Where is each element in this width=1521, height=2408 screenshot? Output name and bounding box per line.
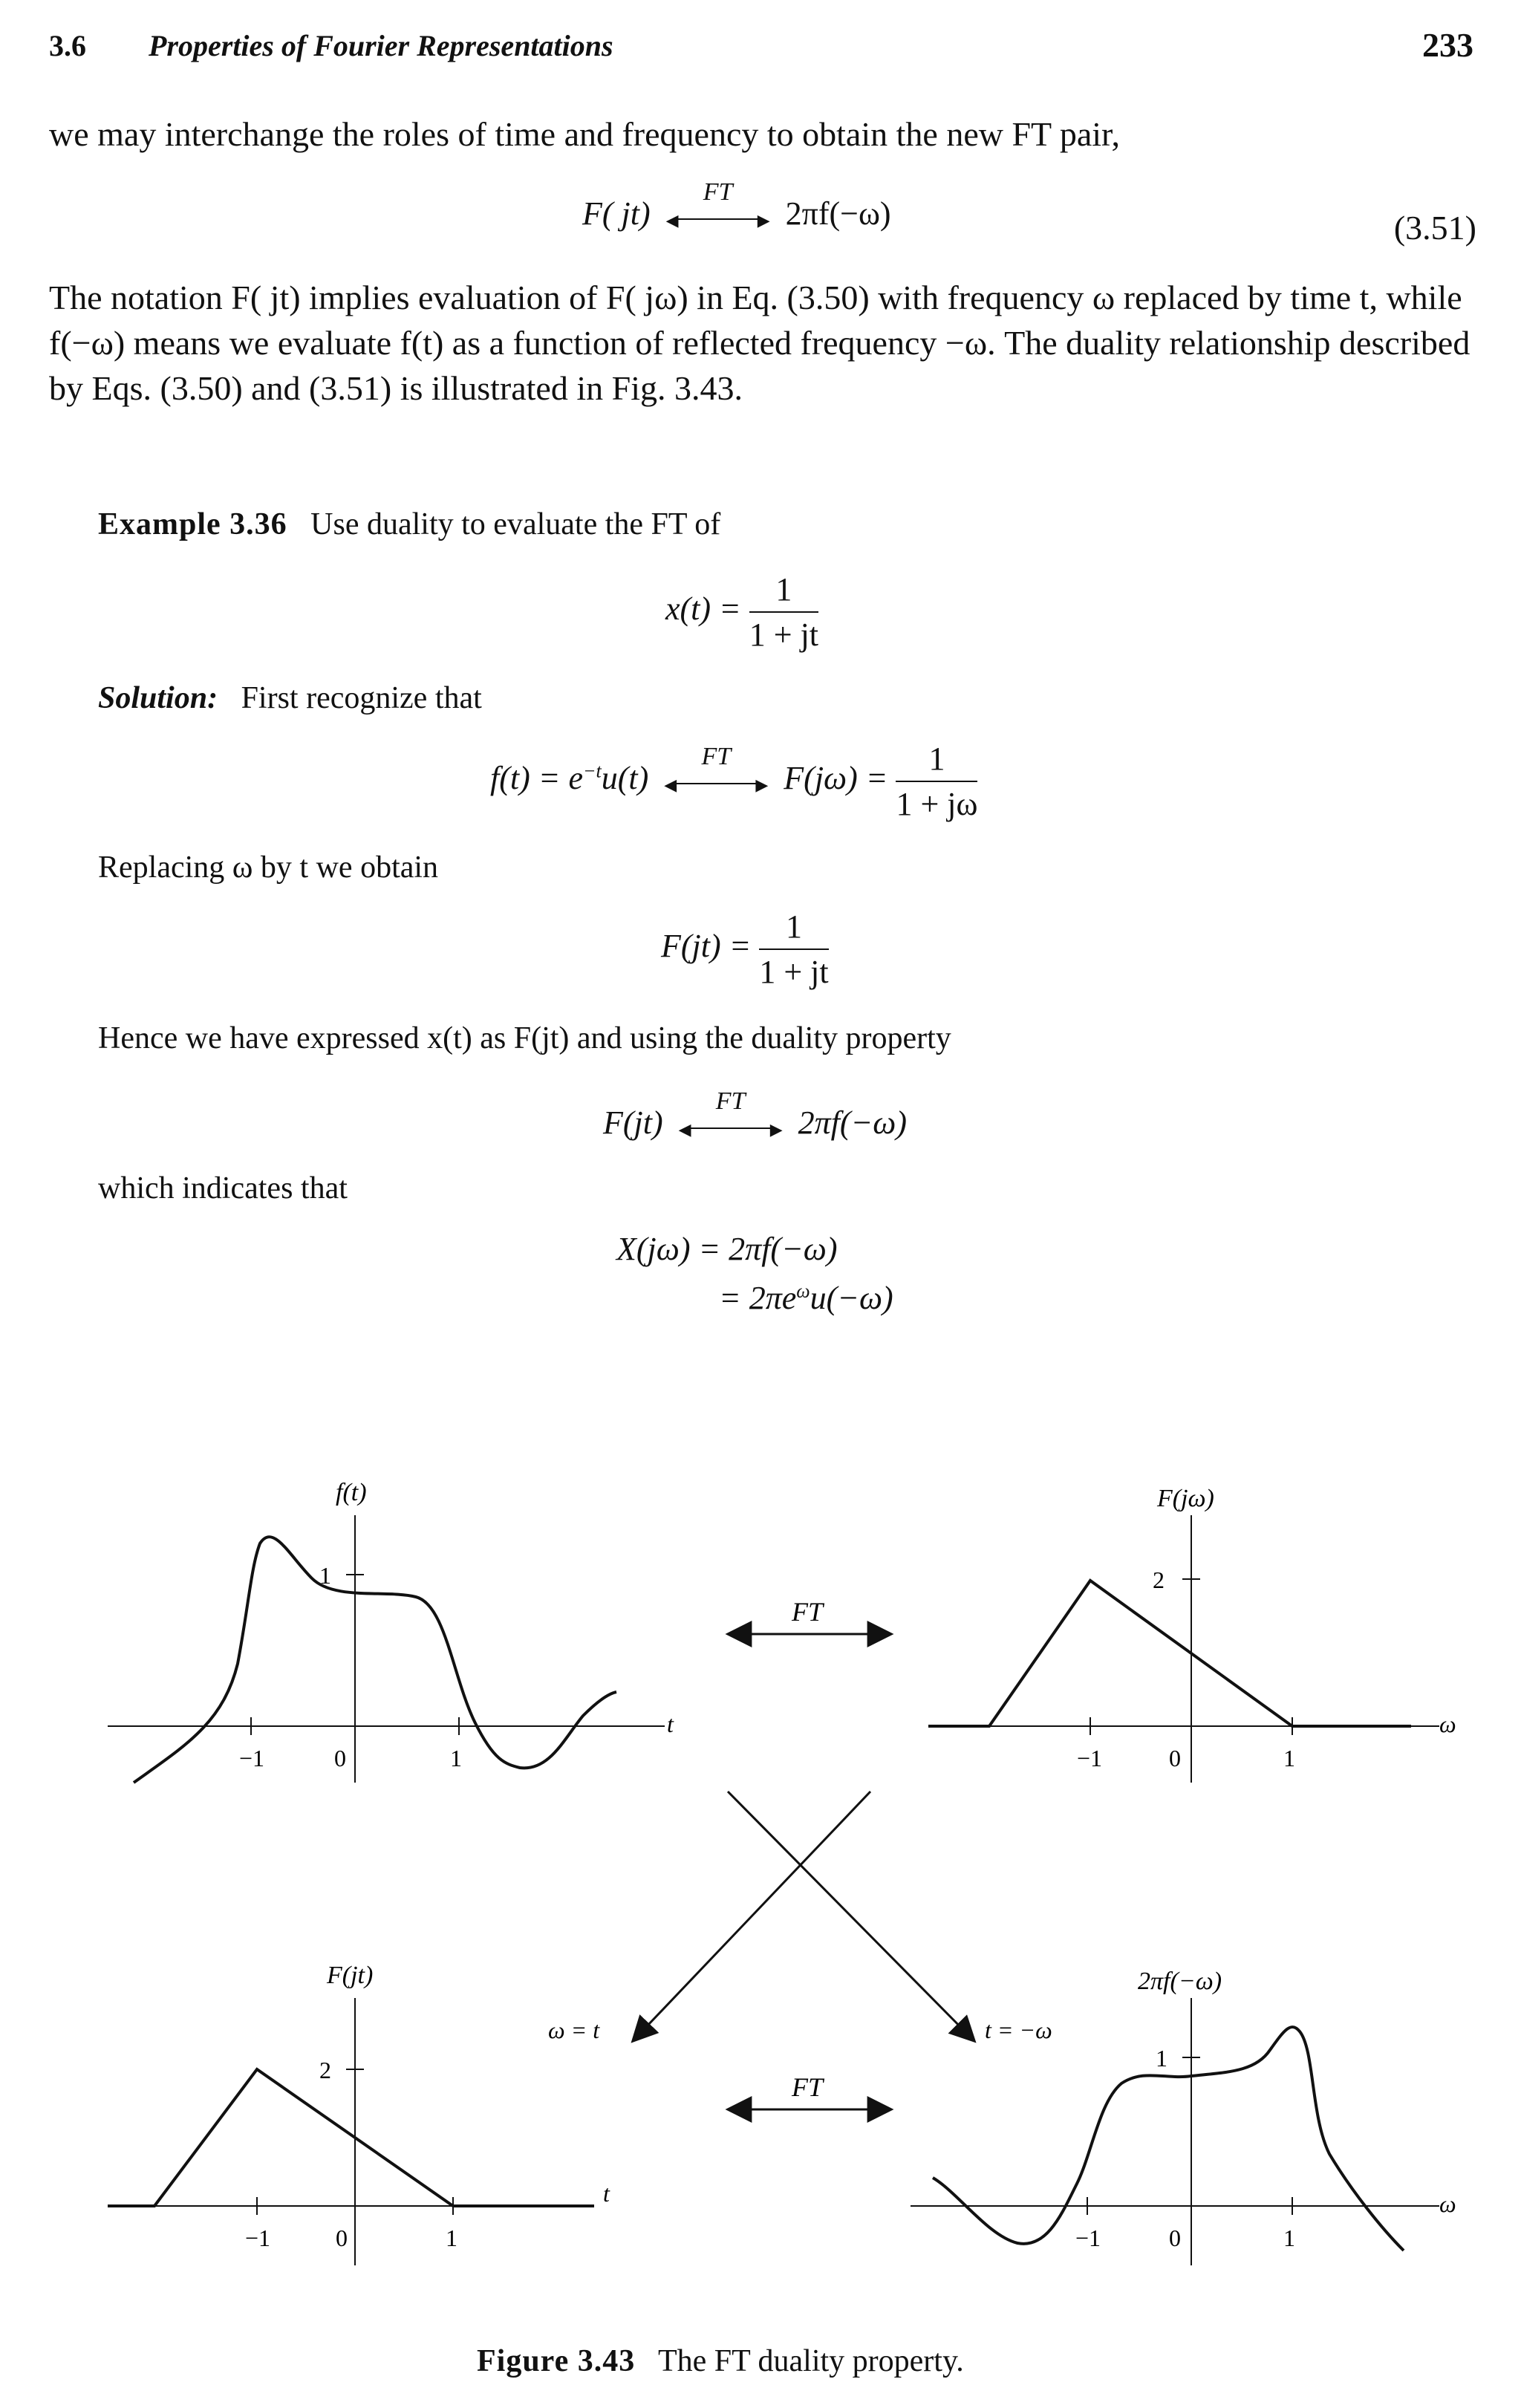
xtick-label: −1 — [1075, 2225, 1101, 2251]
t-equals-minus-omega-arrow — [728, 1792, 974, 2041]
caption-label: Figure 3.43 — [477, 2344, 636, 2378]
f-t-curve — [134, 1537, 616, 1783]
duality-cross-arrows — [548, 1792, 1052, 2043]
xtick-label: 1 — [446, 2225, 457, 2251]
xlabel: t — [603, 2180, 610, 2207]
replacing-text: Replacing ω by t we obtain — [98, 850, 439, 885]
hence-text: Hence we have expressed x(t) as F(jt) and using the duality property — [98, 1021, 951, 1055]
indicates-text: which indicates that — [98, 1171, 348, 1205]
equation-3-51 — [582, 178, 891, 233]
duality-figure — [0, 1456, 1521, 2340]
xlabel: t — [667, 1711, 674, 1737]
xtick-label: −1 — [1077, 1745, 1103, 1771]
xtick-label: 1 — [450, 1745, 462, 1771]
ytick-label: 1 — [319, 1562, 331, 1589]
xtick-label: 0 — [336, 2225, 348, 2251]
example-eq1: x(t) = $\frac{1}{1 + jt}$ — [665, 571, 819, 653]
duality-paragraph: The notation F( jt) implies evaluation of F( jω) in Eq. (3.50) with frequency ω replaced by time t, while f(−ω) means we evaluate f(t) as a function of reflected frequency −ω. The duality relationship described by Eqs. (3.50) and (3.51) is illustrated in Fig. 3.43. — [49, 279, 1470, 407]
top-ft-pair — [728, 1597, 891, 1634]
cross-left-label: ω = t — [548, 2017, 600, 2043]
ft-arrow: FT ◀ ▶ — [665, 178, 770, 230]
ylabel: 2πf(−ω) — [1138, 1968, 1222, 1995]
xtick-label: 0 — [334, 1745, 346, 1771]
F-jw-curve — [928, 1581, 1411, 1726]
example-eq2: $f(t) = e^{-t}u(t)$ FT ◀ ▶ F(jω) = $\frac{1}{1 + j\omega}$ — [490, 741, 978, 822]
example-heading — [98, 507, 720, 542]
example-eq4: F(jt) FT ◀ ▶ 2πf(−ω) — [603, 1087, 907, 1141]
caption-text: The FT duality property. — [657, 2344, 964, 2378]
ytick-label: 1 — [1156, 2045, 1167, 2072]
xtick-label: −1 — [239, 1745, 265, 1771]
ft-arrow: FT ◀ ▶ — [664, 743, 769, 794]
ft-label: FT — [792, 2072, 824, 2102]
xtick-label: 1 — [1283, 1745, 1295, 1771]
ytick-label: 2 — [319, 2057, 331, 2083]
xtick-label: 0 — [1169, 2225, 1181, 2251]
equation-number: (3.51) — [1393, 209, 1476, 247]
section-title: Properties of Fourier Representations — [149, 29, 613, 62]
xtick-label: −1 — [245, 2225, 271, 2251]
ft-label: FT — [792, 1597, 824, 1627]
eq-rhs: 2πf(−ω) — [785, 195, 891, 232]
xlabel: ω — [1439, 1711, 1456, 1737]
ylabel: F(jt) — [327, 1962, 374, 1989]
xtick-label: 1 — [1283, 2225, 1295, 2251]
panel-F-of-jt — [108, 1962, 610, 2265]
ft-arrow: FT ◀ ▶ — [678, 1087, 783, 1139]
xlabel: ω — [1439, 2190, 1456, 2217]
cross-right-label: t = −ω — [985, 2017, 1052, 2043]
section-number: 3.6 — [49, 29, 86, 62]
example-text: Use duality to evaluate the FT of — [310, 507, 721, 541]
panel-F-of-jw — [928, 1485, 1456, 1783]
example-label: Example 3.36 — [98, 507, 287, 541]
panel-2pi-f-of-minus-w — [911, 1968, 1456, 2265]
2pi-f-minus-w-curve — [933, 2027, 1404, 2251]
xtick-label: 0 — [1169, 1745, 1181, 1771]
bottom-ft-pair — [728, 2072, 891, 2109]
example-eq5-line2: = $2\pi e^\omega u(-\omega)$ — [719, 1280, 893, 1316]
example-eq3: F(jt) = $\frac{1}{1 + jt}$ — [661, 908, 829, 990]
example-eq5-line1: X(jω) = 2πf(−ω) — [616, 1231, 838, 1267]
solution-label: Solution: — [98, 681, 218, 715]
intro-text: we may interchange the roles of time and frequency to obtain the new FT pair, — [49, 115, 1120, 153]
figure-caption — [477, 2343, 964, 2379]
omega-equals-t-arrow — [633, 1792, 870, 2041]
F-jt-curve — [108, 2069, 594, 2206]
solution-line: Solution: First recognize that — [98, 681, 482, 715]
page-number: 233 — [1422, 26, 1473, 64]
ytick-label: 2 — [1153, 1566, 1165, 1593]
ylabel: f(t) — [336, 1479, 367, 1506]
panel-f-of-t — [108, 1479, 674, 1783]
ylabel: F(jω) — [1157, 1485, 1214, 1512]
eq-lhs: F( jt) — [582, 195, 651, 232]
